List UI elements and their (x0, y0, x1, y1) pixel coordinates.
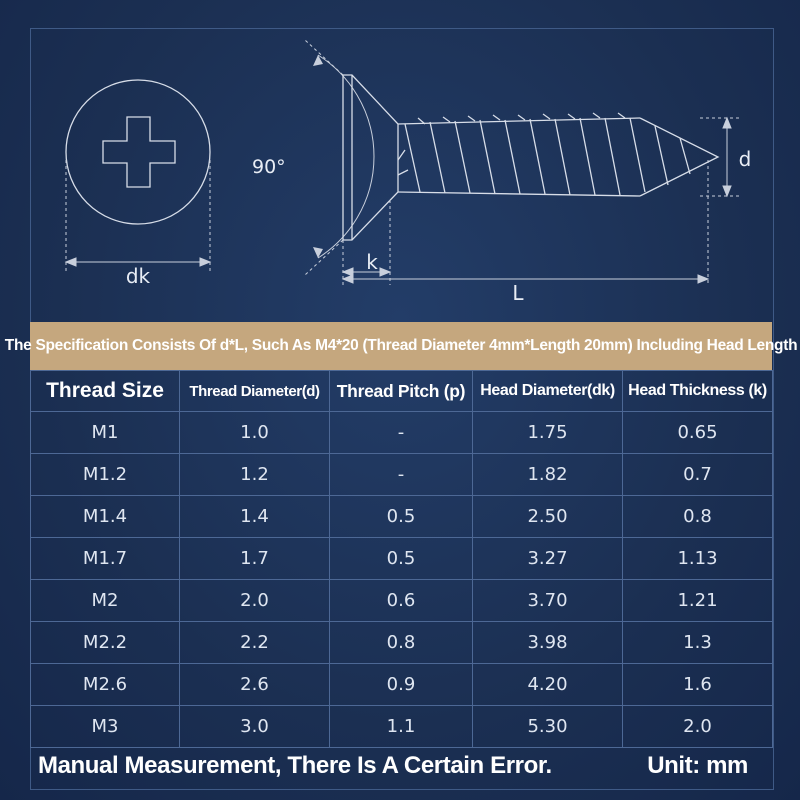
specification-banner (4, 322, 798, 370)
cell-thread-diameter: 2.0 (180, 580, 330, 622)
cell-head-diameter: 1.82 (473, 454, 623, 496)
cell-thread-size: M1.7 (31, 538, 180, 580)
screw-diagram (0, 0, 800, 320)
cell-head-diameter: 3.98 (473, 622, 623, 664)
cell-head-thickness: 0.7 (623, 454, 773, 496)
d-dimension (700, 118, 740, 196)
k-label: k (366, 250, 378, 274)
dk-dimension (66, 160, 210, 272)
cell-thread-pitch: 0.5 (330, 538, 473, 580)
header-head-thickness: Head Thickness (k) (623, 371, 773, 412)
cell-thread-size: M2.6 (31, 664, 180, 706)
cell-thread-pitch: 0.6 (330, 580, 473, 622)
cell-thread-size: M1.4 (31, 496, 180, 538)
cell-thread-size: M2.2 (31, 622, 180, 664)
specification-text: The Specification Consists Of d*L, Such As M4*20 (Thread Diameter 4mm*Length 20mm) Including Head Length (4, 337, 798, 354)
unit-label: Unit: mm (647, 752, 748, 779)
cell-head-thickness: 1.21 (623, 580, 773, 622)
L-label: L (512, 281, 524, 305)
cell-head-thickness: 1.13 (623, 538, 773, 580)
cell-thread-pitch: 0.9 (330, 664, 473, 706)
cell-thread-diameter: 2.2 (180, 622, 330, 664)
measurement-note: Manual Measurement, There Is A Certain Error. (38, 752, 552, 779)
table-row (31, 454, 773, 496)
table-row (31, 706, 773, 748)
header-row (31, 371, 773, 412)
cell-thread-size: M1 (31, 412, 180, 454)
cell-thread-pitch: 0.5 (330, 496, 473, 538)
cell-thread-diameter: 3.0 (180, 706, 330, 748)
cell-thread-pitch: 0.8 (330, 622, 473, 664)
cell-head-diameter: 5.30 (473, 706, 623, 748)
angle-label: 90° (252, 156, 286, 178)
table-row (31, 496, 773, 538)
header-thread-pitch: Thread Pitch (p) (330, 371, 473, 412)
table-row (31, 580, 773, 622)
cell-thread-pitch: - (330, 412, 473, 454)
cell-thread-diameter: 1.7 (180, 538, 330, 580)
table-row (31, 412, 773, 454)
spec-table (30, 370, 773, 748)
cell-thread-size: M3 (31, 706, 180, 748)
d-label: d (738, 147, 752, 171)
screw-side-view (343, 75, 718, 240)
cell-thread-pitch: - (330, 454, 473, 496)
cell-head-diameter: 2.50 (473, 496, 623, 538)
cell-thread-diameter: 2.6 (180, 664, 330, 706)
cell-thread-diameter: 1.0 (180, 412, 330, 454)
cell-thread-diameter: 1.4 (180, 496, 330, 538)
cell-head-thickness: 1.6 (623, 664, 773, 706)
table-row (31, 538, 773, 580)
angle-arc (305, 40, 374, 275)
cell-head-diameter: 4.20 (473, 664, 623, 706)
cell-head-diameter: 3.27 (473, 538, 623, 580)
cell-head-thickness: 0.8 (623, 496, 773, 538)
cell-head-thickness: 0.65 (623, 412, 773, 454)
table-row (31, 664, 773, 706)
cell-head-diameter: 1.75 (473, 412, 623, 454)
cell-thread-size: M1.2 (31, 454, 180, 496)
screw-head-top-view (66, 80, 210, 224)
header-thread-diameter: Thread Diameter(d) (180, 371, 330, 412)
table-row (31, 622, 773, 664)
cell-thread-diameter: 1.2 (180, 454, 330, 496)
cell-thread-size: M2 (31, 580, 180, 622)
cell-head-diameter: 3.70 (473, 580, 623, 622)
cell-head-thickness: 1.3 (623, 622, 773, 664)
header-thread-size: Thread Size (31, 371, 180, 412)
cell-head-thickness: 2.0 (623, 706, 773, 748)
dk-label: dk (125, 264, 151, 288)
cell-thread-pitch: 1.1 (330, 706, 473, 748)
header-head-diameter: Head Diameter(dk) (473, 371, 623, 412)
